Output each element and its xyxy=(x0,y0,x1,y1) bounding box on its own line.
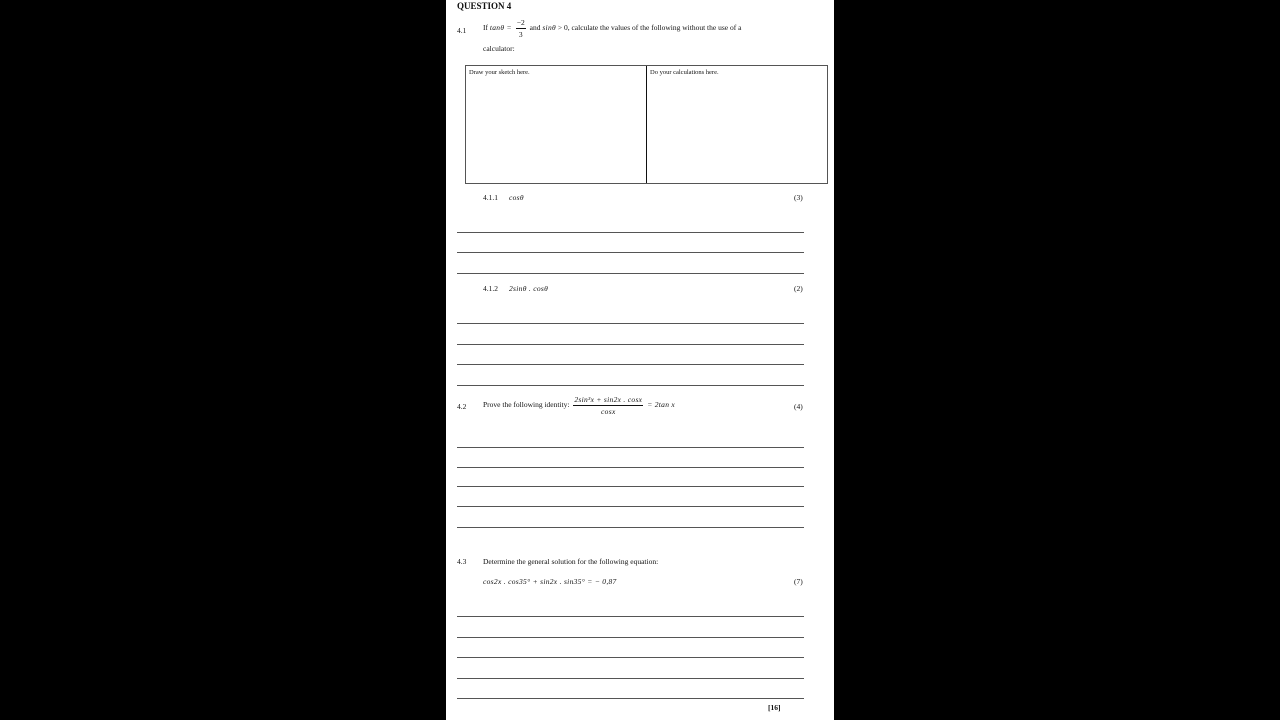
answer-line[interactable] xyxy=(457,273,804,274)
answer-line[interactable] xyxy=(457,467,804,468)
answer-line[interactable] xyxy=(457,698,804,699)
answer-line[interactable] xyxy=(457,506,804,507)
q4-1-2-marks: (2) xyxy=(794,284,803,293)
fraction-denominator: 3 xyxy=(518,30,523,39)
q4-1-number: 4.1 xyxy=(457,26,467,35)
q4-3-marks: (7) xyxy=(794,577,803,586)
answer-line[interactable] xyxy=(457,385,804,386)
q4-1-1-number: 4.1.1 xyxy=(483,193,498,202)
q4-1-and: and xyxy=(529,23,541,33)
calculations-area[interactable] xyxy=(647,66,827,183)
identity-numerator: 2sin³x + sin2x . cosx xyxy=(574,395,643,404)
q4-3-equation: cos2x . cos35° + sin2x . sin35° = − 0,87 xyxy=(483,577,617,586)
calculations-label: Do your calculations here. xyxy=(650,69,719,76)
q4-1-2-expression: 2sinθ . cosθ xyxy=(509,284,549,293)
q4-2-text: Prove the following identity: xyxy=(483,400,570,410)
sketch-area[interactable] xyxy=(466,66,647,183)
q4-3-number: 4.3 xyxy=(457,557,467,566)
q4-1-tan: tanθ = xyxy=(489,23,512,33)
q4-1-fraction xyxy=(516,17,526,40)
q4-1-sin: sinθ xyxy=(542,23,556,33)
sketch-label: Draw your sketch here. xyxy=(469,69,530,76)
answer-line[interactable] xyxy=(457,344,804,345)
q4-3-text: Determine the general solution for the following equation: xyxy=(483,557,659,566)
q4-1-statement xyxy=(483,17,741,40)
answer-line[interactable] xyxy=(457,486,804,487)
fraction-numerator: −2 xyxy=(516,18,525,27)
answer-line[interactable] xyxy=(457,657,804,658)
q4-2-fraction xyxy=(573,394,643,417)
answer-line[interactable] xyxy=(457,637,804,638)
answer-line[interactable] xyxy=(457,447,804,448)
answer-line[interactable] xyxy=(457,364,804,365)
answer-line[interactable] xyxy=(457,678,804,679)
sketch-calc-box xyxy=(465,65,828,184)
question-title: QUESTION 4 xyxy=(457,1,512,11)
answer-line[interactable] xyxy=(457,323,804,324)
q4-1-1-expression: cosθ xyxy=(509,193,524,202)
exam-page xyxy=(446,0,834,720)
question-total-marks: [16] xyxy=(768,703,781,712)
q4-1-1-marks: (3) xyxy=(794,193,803,202)
q4-1-2-number: 4.1.2 xyxy=(483,284,498,293)
q4-2-marks: (4) xyxy=(794,402,803,411)
answer-line[interactable] xyxy=(457,232,804,233)
answer-line[interactable] xyxy=(457,616,804,617)
q4-2-statement xyxy=(483,394,675,417)
identity-denominator: cosx xyxy=(601,407,616,416)
answer-line[interactable] xyxy=(457,527,804,528)
q4-1-if: If xyxy=(483,23,488,33)
q4-1-continuation: calculator: xyxy=(483,44,515,53)
q4-1-condition: > 0, calculate the values of the following without the use of a xyxy=(557,23,742,33)
identity-rhs: = 2tan x xyxy=(647,400,676,410)
answer-line[interactable] xyxy=(457,252,804,253)
q4-2-number: 4.2 xyxy=(457,402,467,411)
